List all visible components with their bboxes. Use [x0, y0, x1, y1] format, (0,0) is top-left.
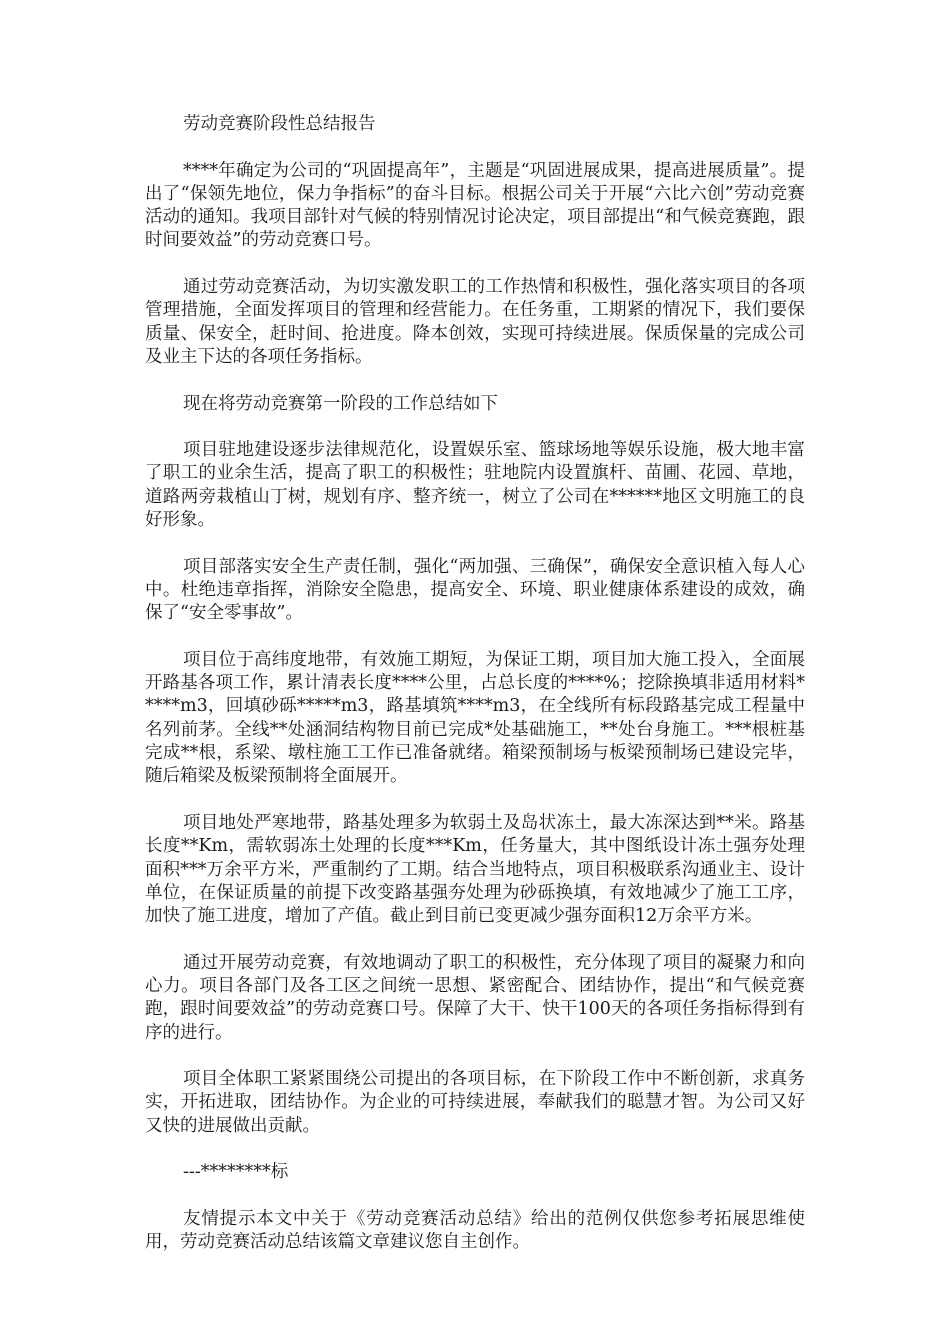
signature-line: ---********标: [183, 1162, 289, 1183]
paragraph-5: 项目部落实安全生产责任制，强化“两加强、三确保”，确保安全意识植入每人心中。杜绝违章指挥，消除安全隐患，提高安全、环境、职业健康体系建设的成效，确保了“安全零事故”。: [145, 556, 805, 624]
paragraph-6: 项目位于高纬度地带，有效施工期短，为保证工期，项目加大施工投入，全面展开路基各项工作，累计清表长度****公里，占总长度的****%；挖除换填非适用材料*****m3，回填砂砾*****m3，路基填筑****m3，在全线所有标段路基完成工程量中名列前茅。全线**处涵洞结构物目前已完成*处基础施工，**处台身施工。***根桩基完成**根，系梁、墩柱施工工作已准备就绪。箱梁预制场与板梁预制场已建设完毕，随后箱梁及板梁预制将全面展开。: [145, 649, 805, 787]
paragraph-9: 项目全体职工紧紧围绕公司提出的各项目标，在下阶段工作中不断创新，求真务实，开拓进取，团结协作。为企业的可持续进展，奉献我们的聪慧才智。为公司又好又快的进展做出贡献。: [145, 1069, 805, 1136]
document-body: [145, 113, 805, 1278]
paragraph-1: ****年确定为公司的“巩固提高年”，主题是“巩固进展成果，提高进展质量”。提出了“保领先地位，保力争指标”的奋斗目标。根据公司关于开展“六比六创”劳动竞赛活动的通知。我项目部针对气候的特别情况讨论决定，项目部提出“和气候竞赛跑，跟时间要效益”的劳动竞赛口号。: [145, 160, 805, 251]
document-title: 劳动竞赛阶段性总结报告: [183, 114, 376, 134]
paragraph-4: 项目驻地建设逐步法律规范化，设置娱乐室、篮球场地等娱乐设施，极大地丰富了职工的业余生活，提高了职工的积极性；驻地院内设置旗杆、苗圃、花园、草地，道路两旁栽植山丁树，规划有序、整齐统一，树立了公司在******地区文明施工的良好形象。: [145, 440, 805, 531]
paragraph-8: 通过开展劳动竞赛，有效地调动了职工的积极性，充分体现了项目的凝聚力和向心力。项目各部门及各工区之间统一思想、紧密配合、团结协作，提出“和气候竞赛跑，跟时间要效益”的劳动竞赛口号。保障了大干、快干100天的各项任务指标得到有序的进行。: [145, 952, 805, 1043]
footer-note: 友情提示本文中关于《劳动竞赛活动总结》给出的范例仅供您参考拓展思维使用，劳动竞赛活动总结该篇文章建议您自主创作。: [145, 1208, 805, 1253]
paragraph-3: 现在将劳动竞赛第一阶段的工作总结如下: [183, 393, 498, 414]
paragraph-7: 项目地处严寒地带，路基处理多为软弱土及岛状冻土，最大冻深达到**米。路基长度**Km，需软弱冻土处理的长度***Km，任务量大，其中图纸设计冻土强夯处理面积***万余平方米，严重制约了工期。结合当地特点，项目积极联系沟通业主、设计单位，在保证质量的前提下改变路基强夯处理为砂砾换填，有效地减少了施工工序，加快了施工进度，增加了产值。截止到目前已变更减少强夯面积12万余平方米。: [145, 812, 805, 927]
paragraph-2: 通过劳动竞赛活动，为切实激发职工的工作热情和积极性，强化落实项目的各项管理措施，全面发挥项目的管理和经营能力。在任务重，工期紧的情况下，我们要保质量、保安全，赶时间、抢进度。降本创效，实现可持续进展。保质保量的完成公司及业主下达的各项任务指标。: [145, 277, 805, 367]
